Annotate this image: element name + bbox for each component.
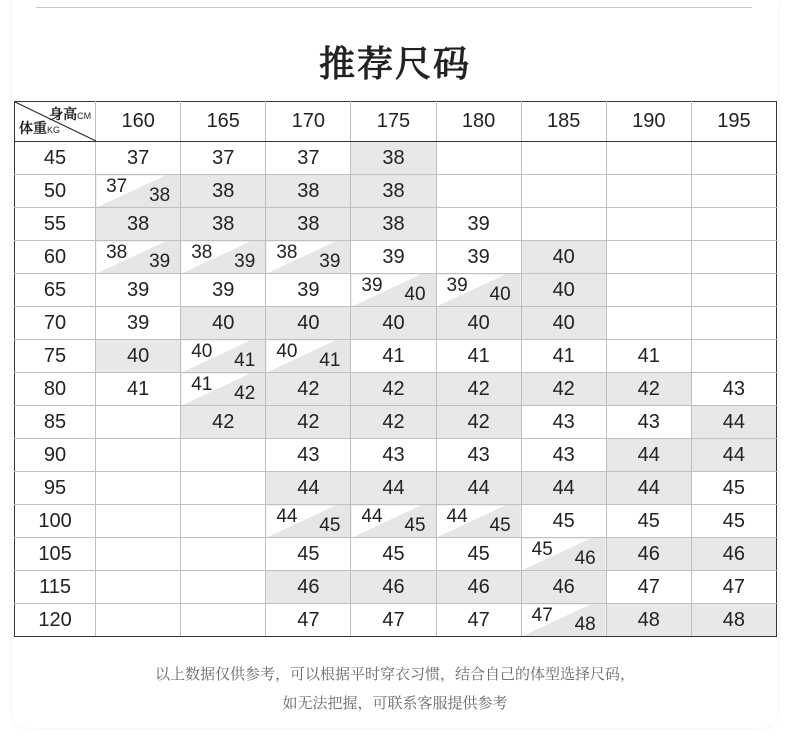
split-size-cell: [521, 604, 606, 637]
height-header: 170: [266, 102, 351, 142]
size-cell: 45: [266, 538, 351, 571]
size-option-small: 37: [106, 176, 128, 197]
size-cell: 39: [436, 208, 521, 241]
size-cell: 45: [351, 538, 436, 571]
empty-cell: [691, 175, 776, 208]
split-size-cell: [351, 274, 436, 307]
size-cell: 44: [606, 439, 691, 472]
size-cell: 40: [521, 274, 606, 307]
size-table: [14, 101, 777, 637]
weight-cell: 100: [15, 505, 96, 538]
size-cell: 42: [181, 406, 266, 439]
empty-cell: [521, 175, 606, 208]
size-option-large: 45: [319, 515, 341, 536]
table-row: [15, 472, 777, 505]
size-option-large: 45: [404, 515, 426, 536]
empty-cell: [96, 439, 181, 472]
empty-cell: [606, 208, 691, 241]
size-cell: 46: [266, 571, 351, 604]
split-size-cell: [436, 505, 521, 538]
size-option-large: 41: [234, 350, 256, 371]
size-option-small: 39: [446, 275, 468, 296]
empty-cell: [691, 274, 776, 307]
size-option-large: 46: [574, 548, 596, 569]
size-option-small: 44: [361, 506, 383, 527]
size-cell: 40: [96, 340, 181, 373]
size-cell: 38: [351, 175, 436, 208]
weight-cell: 95: [15, 472, 96, 505]
size-cell: 37: [266, 142, 351, 175]
empty-cell: [521, 142, 606, 175]
size-cell: 45: [606, 505, 691, 538]
height-header: 185: [521, 102, 606, 142]
split-size-cell: [96, 241, 181, 274]
header-row: [15, 102, 777, 142]
size-cell: 44: [691, 406, 776, 439]
size-cell: 38: [266, 208, 351, 241]
size-option-small: 40: [191, 341, 213, 362]
empty-cell: [96, 505, 181, 538]
size-cell: 44: [691, 439, 776, 472]
size-cell: 39: [351, 241, 436, 274]
empty-cell: [606, 175, 691, 208]
size-cell: 38: [96, 208, 181, 241]
size-cell: 44: [266, 472, 351, 505]
table-row: [15, 307, 777, 340]
size-cell: 44: [606, 472, 691, 505]
size-cell: 44: [436, 472, 521, 505]
height-header: 180: [436, 102, 521, 142]
size-cell: 43: [266, 439, 351, 472]
size-cell: 48: [606, 604, 691, 637]
size-cell: 39: [266, 274, 351, 307]
table-row: [15, 340, 777, 373]
size-option-large: 48: [574, 614, 596, 635]
empty-cell: [181, 538, 266, 571]
size-option-large: 39: [319, 251, 341, 272]
size-cell: 39: [96, 307, 181, 340]
size-cell: 43: [691, 373, 776, 406]
size-option-large: 38: [149, 185, 171, 206]
size-cell: 44: [351, 472, 436, 505]
weight-cell: 75: [15, 340, 96, 373]
size-cell: 37: [96, 142, 181, 175]
empty-cell: [96, 604, 181, 637]
size-cell: 40: [521, 241, 606, 274]
empty-cell: [181, 505, 266, 538]
height-header: 195: [691, 102, 776, 142]
size-option-large: 40: [489, 284, 511, 305]
empty-cell: [606, 241, 691, 274]
split-size-cell: [436, 274, 521, 307]
empty-cell: [691, 307, 776, 340]
size-cell: 41: [606, 340, 691, 373]
size-cell: 47: [266, 604, 351, 637]
empty-cell: [606, 307, 691, 340]
height-header: 165: [181, 102, 266, 142]
weight-cell: 120: [15, 604, 96, 637]
empty-cell: [96, 406, 181, 439]
size-cell: 48: [691, 604, 776, 637]
size-cell: 40: [436, 307, 521, 340]
empty-cell: [521, 208, 606, 241]
table-row: [15, 208, 777, 241]
size-cell: 47: [691, 571, 776, 604]
size-cell: 38: [181, 175, 266, 208]
weight-cell: 70: [15, 307, 96, 340]
height-axis-label: 身高CM: [49, 106, 92, 122]
empty-cell: [96, 571, 181, 604]
split-size-cell: [181, 373, 266, 406]
size-cell: 40: [266, 307, 351, 340]
table-row: [15, 538, 777, 571]
size-cell: 46: [521, 571, 606, 604]
size-cell: 42: [436, 406, 521, 439]
empty-cell: [96, 472, 181, 505]
size-cell: 47: [436, 604, 521, 637]
empty-cell: [436, 142, 521, 175]
table-row: [15, 439, 777, 472]
size-cell: 47: [606, 571, 691, 604]
size-cell: 38: [266, 175, 351, 208]
weight-cell: 65: [15, 274, 96, 307]
split-size-cell: [266, 505, 351, 538]
table-row: [15, 241, 777, 274]
empty-cell: [181, 604, 266, 637]
size-option-small: 45: [531, 539, 553, 560]
table-row: [15, 505, 777, 538]
empty-cell: [606, 142, 691, 175]
size-cell: 40: [351, 307, 436, 340]
table-row: [15, 571, 777, 604]
size-cell: 39: [96, 274, 181, 307]
size-cell: 46: [691, 538, 776, 571]
size-cell: 42: [266, 406, 351, 439]
split-size-cell: [266, 241, 351, 274]
table-row: [15, 175, 777, 208]
size-cell: 40: [521, 307, 606, 340]
split-size-cell: [521, 538, 606, 571]
size-cell: 42: [351, 406, 436, 439]
size-cell: 46: [606, 538, 691, 571]
weight-cell: 105: [15, 538, 96, 571]
split-size-cell: [266, 340, 351, 373]
size-cell: 39: [181, 274, 266, 307]
size-option-large: 39: [234, 251, 256, 272]
empty-cell: [181, 571, 266, 604]
footnote-line-2: 如无法把握，可联系客服提供参考: [282, 695, 508, 712]
empty-cell: [691, 142, 776, 175]
size-option-small: 39: [361, 275, 383, 296]
size-cell: 43: [521, 439, 606, 472]
size-cell: 46: [351, 571, 436, 604]
size-cell: 41: [96, 373, 181, 406]
weight-cell: 55: [15, 208, 96, 241]
size-option-small: 38: [106, 242, 128, 263]
split-size-cell: [181, 340, 266, 373]
weight-cell: 115: [15, 571, 96, 604]
height-header: 175: [351, 102, 436, 142]
size-cell: 42: [436, 373, 521, 406]
empty-cell: [181, 472, 266, 505]
size-cell: 42: [266, 373, 351, 406]
empty-cell: [691, 208, 776, 241]
footnote-line-1: 以上数据仅供参考，可以根据平时穿衣习惯，结合自己的体型选择尺码，: [154, 666, 635, 683]
weight-cell: 50: [15, 175, 96, 208]
weight-cell: 60: [15, 241, 96, 274]
split-size-cell: [351, 505, 436, 538]
size-option-large: 40: [404, 284, 426, 305]
height-header: 190: [606, 102, 691, 142]
size-option-small: 44: [446, 506, 468, 527]
empty-cell: [436, 175, 521, 208]
size-option-large: 45: [489, 515, 511, 536]
size-cell: 42: [521, 373, 606, 406]
size-cell: 38: [351, 142, 436, 175]
size-cell: 43: [351, 439, 436, 472]
size-option-small: 38: [191, 242, 213, 263]
size-cell: 41: [521, 340, 606, 373]
size-cell: 45: [691, 472, 776, 505]
size-cell: 41: [351, 340, 436, 373]
weight-cell: 45: [15, 142, 96, 175]
size-cell: 37: [181, 142, 266, 175]
size-option-small: 41: [191, 374, 213, 395]
weight-axis-label: 体重KG: [19, 120, 61, 136]
size-option-small: 44: [276, 506, 298, 527]
page-title: 推荐尺码: [318, 43, 471, 84]
size-option-large: 42: [234, 383, 256, 404]
corner-header: [15, 102, 96, 142]
empty-cell: [181, 439, 266, 472]
size-cell: 40: [181, 307, 266, 340]
size-cell: 43: [606, 406, 691, 439]
size-cell: 44: [521, 472, 606, 505]
size-cell: 39: [436, 241, 521, 274]
height-header: 160: [96, 102, 181, 142]
table-row: [15, 274, 777, 307]
size-option-small: 47: [531, 605, 553, 626]
size-option-large: 39: [149, 251, 171, 272]
table-row: [15, 406, 777, 439]
empty-cell: [606, 274, 691, 307]
weight-cell: 85: [15, 406, 96, 439]
table-row: [15, 373, 777, 406]
split-size-cell: [181, 241, 266, 274]
size-cell: 43: [436, 439, 521, 472]
size-cell: 41: [436, 340, 521, 373]
split-size-cell: [96, 175, 181, 208]
size-cell: 38: [351, 208, 436, 241]
size-cell: 46: [436, 571, 521, 604]
weight-cell: 80: [15, 373, 96, 406]
empty-cell: [691, 340, 776, 373]
size-cell: 42: [606, 373, 691, 406]
size-option-small: 38: [276, 242, 298, 263]
size-cell: 45: [521, 505, 606, 538]
size-cell: 43: [521, 406, 606, 439]
divider: [36, 7, 752, 8]
empty-cell: [691, 241, 776, 274]
size-cell: 42: [351, 373, 436, 406]
empty-cell: [96, 538, 181, 571]
table-row: [15, 604, 777, 637]
size-option-large: 41: [319, 350, 341, 371]
size-cell: 47: [351, 604, 436, 637]
size-cell: 45: [691, 505, 776, 538]
size-cell: 38: [181, 208, 266, 241]
size-option-small: 40: [276, 341, 298, 362]
table-row: [15, 142, 777, 175]
size-cell: 45: [436, 538, 521, 571]
weight-cell: 90: [15, 439, 96, 472]
